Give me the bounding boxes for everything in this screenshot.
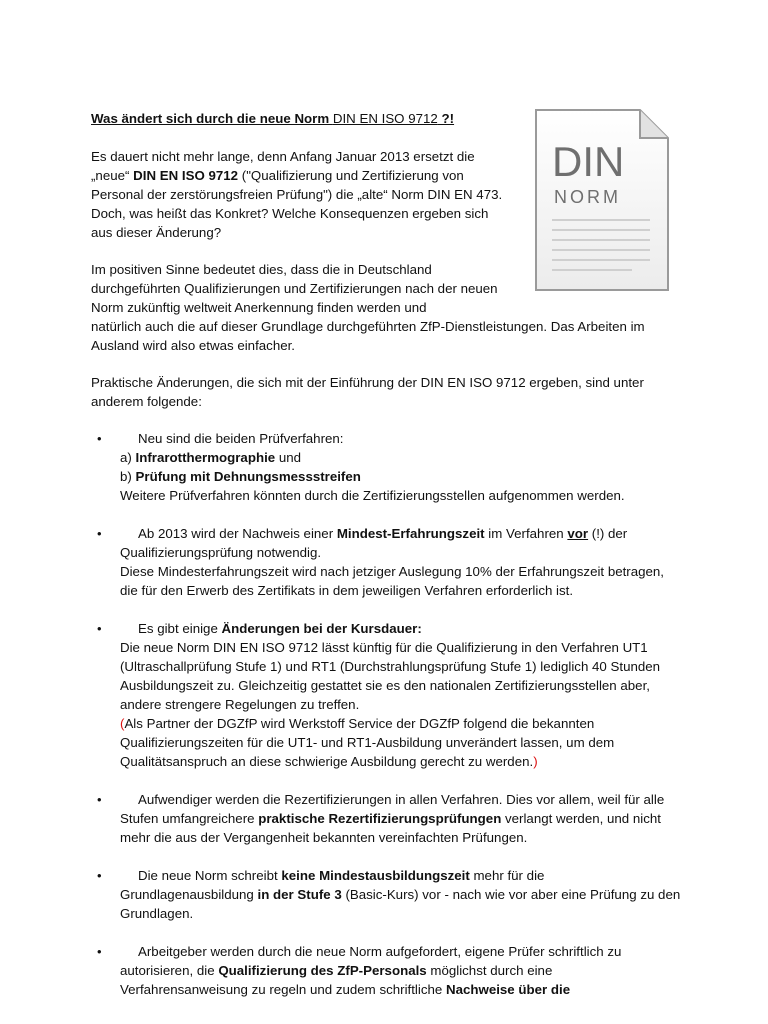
changes-list [91,429,681,999]
bullet-icon: • [97,526,102,541]
din-icon-text: DIN [552,138,625,185]
list-item: • Aufwendiger werden die Rezertifizierungen in allen Verfahren. Dies vor allem, weil für alle Stufen umfangreichere praktische Rezertifizierungsprüfungen verlangt werden, und nicht mehr die aus der Vergangenheit bekannten vereinfachten Prüfungen. [97,792,665,845]
positive-paragraph: Im positiven Sinne bedeutet dies, dass die in Deutschland durchgeführten Qualifizierungen und Zertifizierungen nach der neuen Norm zukünftig weltweit Anerkennung finden werden und natürlich auch die auf dieser Grundlage durchgeführten ZfP-Dienstleistungen. Das Arbeiten im Ausland wird also etwas einfacher. [91,262,645,353]
bullet-icon: • [97,868,102,883]
bullet-icon: • [97,621,102,636]
list-item: • Es gibt einige Änderungen bei der Kursdauer: Die neue Norm DIN EN ISO 9712 lässt künftig für die Qualifizierung in den Verfahren UT1 (Ultraschallprüfung Stufe 1) und RT1 (Durchstrahlungsprüfung Stufe 1) lediglich 40 Stunden Ausbildungszeit zu. Gleichzeitig gestattet sie es den nationalen Zertifizierungsstellen aber, andere strengere Regelungen zu treffen. (Als Partner der DGZfP wird Werkstoff Service der DGZfP folgend die bekannten Qualifizierungszeiten für die UT1- und RT1-Ausbildung unverändert lassen, um dem Qualitätsanspruch an diese schwierige Ausbildung gerecht zu werden.) [97,621,661,769]
bullet-icon: • [97,944,102,959]
document-title: Was ändert sich durch die neue Norm DIN EN ISO 9712 ?! [91,111,455,126]
list-item: • Arbeitgeber werden durch die neue Norm aufgefordert, eigene Prüfer schriftlich zu autorisieren, die Qualifizierung des ZfP-Personals möglichst durch eine Verfahrensanweisung zu regeln und zudem schriftliche Nachweise über die [97,944,622,997]
list-item: • Neu sind die beiden Prüfverfahren: a) Infrarotthermographie und b) Prüfung mit Dehnungsmessstreifen Weitere Prüfverfahren könnten durch die Zertifizierungsstellen aufgenommen werden. [97,431,625,503]
norm-icon-text: NORM [554,187,621,207]
intro-paragraph: Es dauert nicht mehr lange, denn Anfang Januar 2013 ersetzt die „neue“ DIN EN ISO 9712 ("Qualifizierung und Zertifizierung von Personal der zerstörungsfreien Prüfung") die „alte“ Norm DIN EN 473. Doch, was heißt das Konkret? Welche Konsequenzen ergeben sich aus dieser Änderung? [91,149,503,240]
document-body [91,109,681,1018]
bullet-icon: • [97,431,102,446]
bullet-icon: • [97,792,102,807]
list-item: • Ab 2013 wird der Nachweis einer Mindest-Erfahrungszeit im Verfahren vor (!) der Qualifizierungsprüfung notwendig. Diese Mindesterfahrungszeit wird nach jetziger Auslegung 10% der Erfahrungszeit betragen, die für den Erwerb des Zertifikats in dem jeweiligen Verfahren erforderlich ist. [97,526,665,598]
practical-changes-paragraph: Praktische Änderungen, die sich mit der Einführung der DIN EN ISO 9712 ergeben, sind unter anderem folgende: [91,375,644,409]
list-item: • Die neue Norm schreibt keine Mindestausbildungszeit mehr für die Grundlagenausbildung in der Stufe 3 (Basic-Kurs) vor - nach wie vor aber eine Prüfung zu den Grundlagen. [97,868,681,921]
